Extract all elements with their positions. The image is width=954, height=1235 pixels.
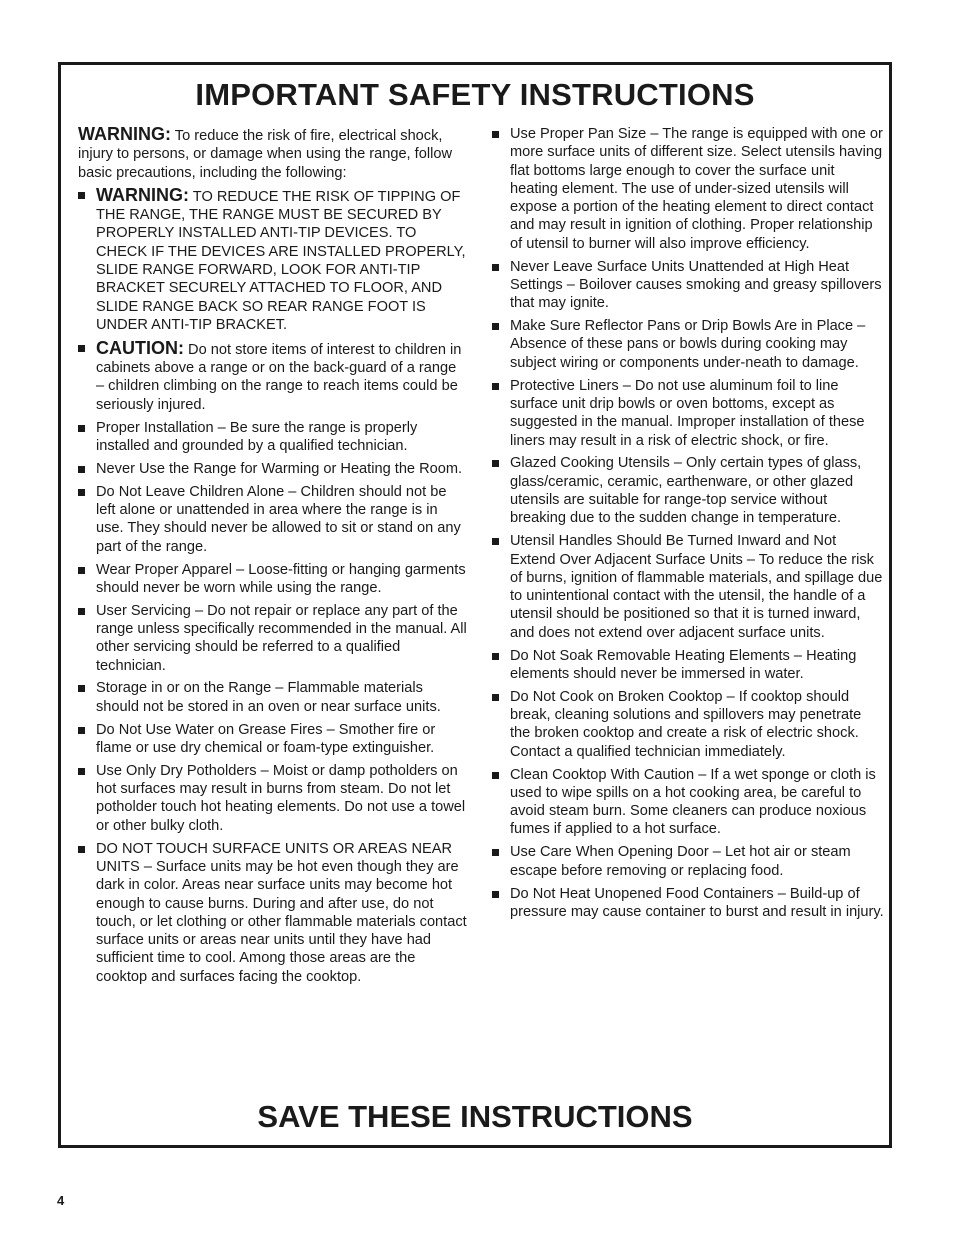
- instruction-item: [492, 885, 884, 922]
- instruction-text: Wear Proper Apparel – Loose-fitting or hanging garments should never be worn while using the range.: [96, 561, 466, 596]
- instruction-text: Protective Liners – Do not use aluminum foil to line surface unit drip bowls or oven bottoms, except as suggested in the manual. Improper installation of these liners may result in a risk of electric shock, or fire.: [510, 377, 865, 449]
- instruction-text: Do Not Soak Removable Heating Elements – Heating elements should never be immersed in water.: [510, 647, 857, 682]
- instruction-item: [78, 721, 468, 758]
- instruction-item: [78, 602, 468, 675]
- square-bullet-icon: [492, 653, 499, 660]
- instruction-text: Do Not Cook on Broken Cooktop – If cooktop should break, cleaning solutions and spillovers may penetrate the broken cooktop and create a risk of electric shock. Contact a qualified technician immediately.: [510, 688, 862, 760]
- instruction-item: [78, 460, 468, 478]
- instruction-item: [78, 679, 468, 716]
- square-bullet-icon: [492, 264, 499, 271]
- instruction-item: [78, 762, 468, 835]
- square-bullet-icon: [492, 891, 499, 898]
- square-bullet-icon: [78, 192, 85, 199]
- left-instruction-list: [78, 186, 468, 986]
- instruction-text: Do not store items of interest to children in cabinets above a range or on the back-guard of a range – children climbing on the range to reach items could be seriously injured.: [96, 341, 462, 413]
- instruction-item: [492, 377, 884, 450]
- square-bullet-icon: [78, 768, 85, 775]
- square-bullet-icon: [492, 849, 499, 856]
- intro-paragraph: [78, 125, 468, 182]
- page-number: 4: [57, 1193, 65, 1208]
- square-bullet-icon: [78, 608, 85, 615]
- instruction-text: Use Care When Opening Door – Let hot air or steam escape before removing or replacing food.: [510, 844, 851, 879]
- square-bullet-icon: [78, 567, 85, 574]
- left-column: [78, 125, 468, 991]
- instruction-item: [492, 688, 884, 761]
- instruction-item: [492, 317, 884, 372]
- instruction-text: Use Proper Pan Size – The range is equipped with one or more surface units of different size. Select utensils having flat bottoms large enough to cover the surface unit heating element. The use of under-sized utensils will expose a portion of the heating element to direct contact and may result in ignition of clothing. Proper relationship of utensil to burner will also improve efficiency.: [510, 126, 883, 252]
- instruction-item: [78, 561, 468, 598]
- square-bullet-icon: [78, 489, 85, 496]
- instruction-item: [492, 647, 884, 684]
- square-bullet-icon: [492, 383, 499, 390]
- instruction-item: [492, 532, 884, 642]
- square-bullet-icon: [492, 460, 499, 467]
- safety-box: [58, 62, 892, 1148]
- instruction-text: Storage in or on the Range – Flammable materials should not be stored in an oven or near surface units.: [96, 680, 441, 715]
- instruction-item: [78, 339, 468, 414]
- square-bullet-icon: [492, 323, 499, 330]
- square-bullet-icon: [492, 538, 499, 545]
- instruction-text: Never Leave Surface Units Unattended at High Heat Settings – Boilover causes smoking and greasy spillovers that may ignite.: [510, 258, 882, 312]
- square-bullet-icon: [78, 685, 85, 692]
- instruction-keyword: WARNING:: [96, 184, 189, 205]
- instruction-text: Make Sure Reflector Pans or Drip Bowls Are in Place – Absence of these pans or bowls during cooking may subject wiring or components under-neath to damage.: [510, 318, 866, 371]
- instruction-text: DO NOT TOUCH SURFACE UNITS OR AREAS NEAR UNITS – Surface units may be hot even though they are dark in color. Areas near surface units may become hot enough to cause burns. During and after use, do not touch, or let clothing or other flammable materials contact surface units or areas near units until they have had sufficient time to cool. Among those areas are the cooktop and surfaces facing the cooktop.: [96, 840, 467, 985]
- instruction-item: [78, 840, 468, 986]
- instruction-text: Utensil Handles Should Be Turned Inward and Not Extend Over Adjacent Surface Units – To reduce the risk of burns, ignition of flammable materials, and spillage due to unintentional contact with the utensil, the handle of a utensil should be positioned so that it is turned inward, and does not extend over adjacent surface units.: [510, 533, 883, 641]
- instruction-text: Glazed Cooking Utensils – Only certain types of glass, glass/ceramic, ceramic, earthenware, or other glazed utensils are suitable for range-top service without breaking due to the sudden change in temperature.: [510, 455, 862, 527]
- square-bullet-icon: [492, 131, 499, 138]
- instruction-text: Proper Installation – Be sure the range is properly installed and grounded by a qualified technician.: [96, 419, 418, 454]
- square-bullet-icon: [492, 772, 499, 779]
- intro-text: To reduce the risk of fire, electrical shock, injury to persons, or damage when using the range, follow basic precautions, including the following:: [78, 128, 452, 181]
- instruction-text: Use Only Dry Potholders – Moist or damp potholders on hot surfaces may result in burns from steam. Do not let potholder touch hot heating elements. Do not use a towel or other bulky cloth.: [96, 762, 466, 834]
- square-bullet-icon: [78, 846, 85, 853]
- instruction-item: [492, 766, 884, 839]
- square-bullet-icon: [78, 345, 85, 352]
- instruction-keyword: CAUTION:: [96, 337, 184, 358]
- instruction-item: [492, 258, 884, 313]
- instruction-item: [78, 419, 468, 456]
- instruction-text: TO REDUCE THE RISK OF TIPPING OF THE RANGE, THE RANGE MUST BE SECURED BY PROPERLY INSTALLED ANTI-TIP DEVICES. TO CHECK IF THE DEVICES ARE INSTALLED PROPERLY, SLIDE RANGE FORWARD, LOOK FOR ANTI-TIP BRACKET SECURELY ATTACHED TO FLOOR, AND SLIDE RANGE BACK SO REAR RANGE FOOT IS UNDER ANTI-TIP BRACKET.: [96, 188, 466, 333]
- right-column: [492, 125, 884, 926]
- instruction-item: [492, 454, 884, 527]
- instruction-item: [78, 483, 468, 556]
- square-bullet-icon: [78, 425, 85, 432]
- square-bullet-icon: [78, 727, 85, 734]
- instruction-item: [492, 125, 884, 253]
- page-title: IMPORTANT SAFETY INSTRUCTIONS: [195, 77, 755, 112]
- square-bullet-icon: [492, 694, 499, 701]
- instruction-text: Do Not Use Water on Grease Fires – Smother fire or flame or use dry chemical or foam-type extinguisher.: [96, 721, 436, 756]
- instruction-text: Do Not Heat Unopened Food Containers – Build-up of pressure may cause container to burst and result in injury.: [510, 885, 884, 920]
- intro-warning-keyword: WARNING:: [78, 124, 171, 144]
- instruction-text: Clean Cooktop With Caution – If a wet sponge or cloth is used to wipe spills on a hot cooking area, be careful to avoid steam burn. Some cleaners can produce noxious fumes if applied to a hot surface.: [510, 766, 876, 838]
- square-bullet-icon: [78, 466, 85, 473]
- instruction-item: [78, 186, 468, 334]
- instruction-text: Do Not Leave Children Alone – Children should not be left alone or unattended in area where the range is in use. They should never be allowed to sit or stand on any part of the range.: [96, 483, 461, 555]
- right-instruction-list: [492, 125, 884, 921]
- instruction-text: User Servicing – Do not repair or replace any part of the range unless specifically recommended in the manual. All other servicing should be referred to a qualified technician.: [96, 602, 467, 674]
- instruction-item: [492, 843, 884, 880]
- instruction-text: Never Use the Range for Warming or Heating the Room.: [96, 460, 463, 477]
- save-instructions-heading: SAVE THESE INSTRUCTIONS: [257, 1099, 693, 1134]
